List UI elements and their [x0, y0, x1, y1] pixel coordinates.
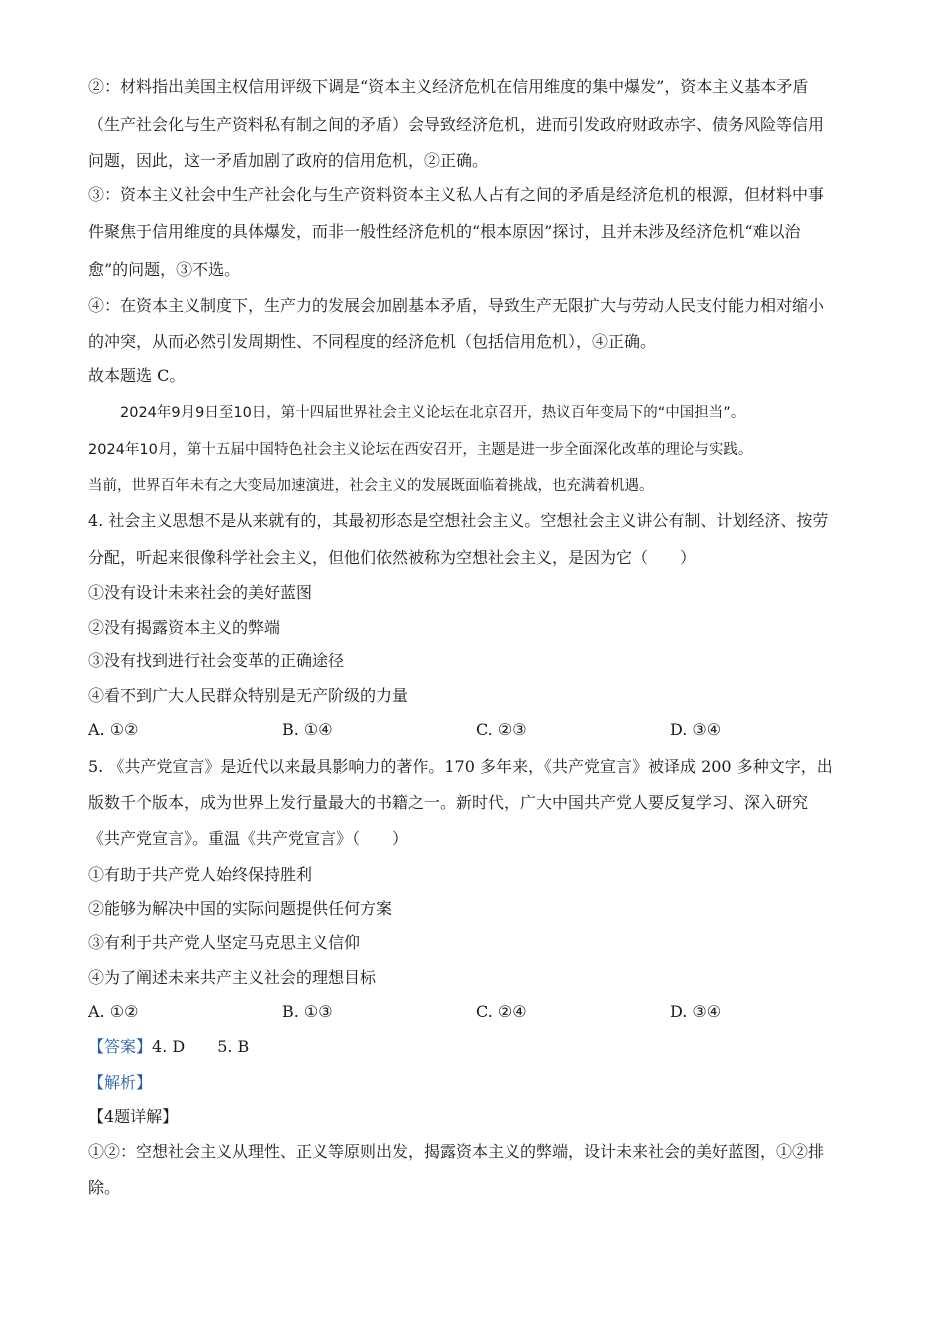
q5-stem: 版数千个版本，成为世界上发行量最大的书籍之一。新时代，广大中国共产党人要反复学习、深入研究: [88, 793, 809, 812]
analysis-line: 问题，因此，这一矛盾加剧了政府的信用危机，②正确。: [88, 151, 489, 170]
conclusion-line: 故本题选 C。: [88, 366, 186, 385]
q5-stem: 《共产党宣言》。重温《共产党宣言》（ ）: [88, 829, 409, 848]
answer-label: 【答案】: [88, 1037, 153, 1056]
analysis-line: ④：在资本主义制度下，生产力的发展会加剧基本矛盾，导致生产无限扩大与劳动人民支付能力相对缩小: [88, 296, 825, 315]
q4-option-d: D. ③④: [670, 720, 722, 739]
q4-stem: 分配，听起来很像科学社会主义，但他们依然被称为空想社会主义，是因为它（ ）: [88, 548, 697, 567]
q5-option-d: D. ③④: [670, 1002, 722, 1021]
q4-stem: 4. 社会主义思想不是从来就有的，其最初形态是空想社会主义。空想社会主义讲公有制、计划经济、按劳: [88, 511, 829, 530]
analysis-line: （生产社会化与生产资料私有制之间的矛盾）会导致经济危机，进而引发政府财政赤字、债务风险等信用: [88, 115, 825, 134]
q4-option-b: B. ①④: [282, 720, 333, 739]
q4-item: ②没有揭露资本主义的弊端: [88, 618, 281, 637]
q5-item: ④为了阐述未来共产主义社会的理想目标: [88, 968, 377, 987]
material-line: 2024年9月9日至10日，第十四届世界社会主义论坛在北京召开，热议百年变局下的“中国担当”。: [120, 405, 746, 421]
q5-item: ③有利于共产党人坚定马克思主义信仰: [88, 933, 361, 952]
q5-item: ①有助于共产党人始终保持胜利: [88, 865, 313, 884]
analysis-line: 件聚焦于信用维度的具体爆发，而非一般性经济危机的“根本原因”探讨，且并未涉及经济危机“难以治: [88, 222, 801, 241]
q5-option-b: B. ①③: [282, 1002, 333, 1021]
q4-option-c: C. ②③: [476, 720, 527, 739]
analysis-line: ③：资本主义社会中生产社会化与生产资料资本主义私人占有之间的矛盾是经济危机的根源，但材料中事: [88, 185, 825, 204]
detail-label: 【4题详解】: [88, 1107, 179, 1126]
detail-line: 除。: [88, 1178, 121, 1197]
analysis-line: ②：材料指出美国主权信用评级下调是“资本主义经济危机在信用维度的集中爆发”，资本主义基本矛盾: [88, 77, 809, 96]
analysis-line: 愈”的问题，③不选。: [88, 260, 241, 279]
q5-stem: 5. 《共产党宣言》是近代以来最具影响力的著作。170 多年来，《共产党宣言》被译成 200 多种文字，出: [88, 757, 833, 776]
q4-item: ③没有找到进行社会变革的正确途径: [88, 651, 345, 670]
q4-option-a: A. ①②: [88, 720, 139, 739]
answer-line: [88, 1037, 868, 1057]
analysis-line: 的冲突，从而必然引发周期性、不同程度的经济危机（包括信用危机），④正确。: [88, 332, 657, 351]
answer-text: 4. D 5. B: [152, 1037, 250, 1056]
q5-option-a: A. ①②: [88, 1002, 139, 1021]
q5-item: ②能够为解决中国的实际问题提供任何方案: [88, 899, 393, 918]
analysis-label: 【解析】: [88, 1073, 153, 1092]
material-line: 2024年10月，第十五届中国特色社会主义论坛在西安召开，主题是进一步全面深化改革的理论与实践。: [88, 442, 753, 458]
q4-item: ④看不到广大人民群众特别是无产阶级的力量: [88, 686, 409, 705]
detail-line: ①②：空想社会主义从理性、正义等原则出发，揭露资本主义的弊端，设计未来社会的美好蓝图，①②排: [88, 1142, 825, 1161]
material-line: 当前，世界百年未有之大变局加速演进，社会主义的发展既面临着挑战，也充满着机遇。: [88, 478, 654, 494]
q5-option-c: C. ②④: [476, 1002, 527, 1021]
q4-item: ①没有设计未来社会的美好蓝图: [88, 583, 313, 602]
